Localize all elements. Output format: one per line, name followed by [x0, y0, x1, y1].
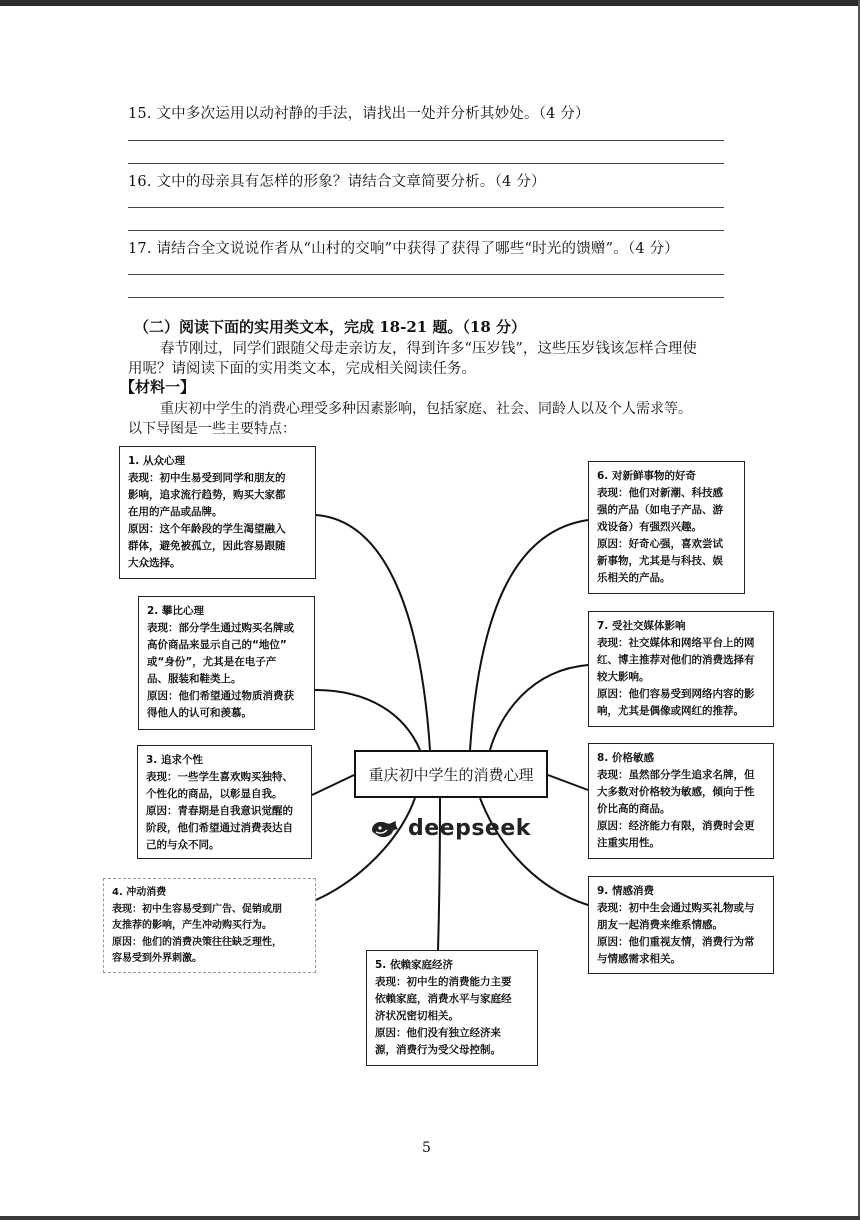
deepseek-logo: [370, 816, 531, 841]
box-line: 响，尤其是偶像或网红的推荐。: [597, 705, 744, 717]
box-line: 原因：青春期是自我意识觉醒的: [146, 805, 293, 817]
box-line: 大多数对价格较为敏感，倾向于性: [597, 786, 755, 798]
box-line: 品、服装和鞋类上。: [147, 673, 242, 685]
box-line: 阶段，他们希望通过消费表达自: [146, 822, 293, 834]
material-line2: 以下导图是一些主要特点：: [128, 421, 296, 437]
box-title: 5. 依赖家庭经济: [375, 959, 453, 971]
box-line: 较大影响。: [597, 671, 650, 683]
mindmap-box-7: [588, 611, 774, 727]
box-line: 济状况密切相关。: [375, 1010, 459, 1022]
box-line: 原因：他们重视友情，消费行为常: [597, 936, 755, 948]
box-line: 强的产品（如电子产品、游: [597, 504, 723, 516]
box-line: 表现：他们对新潮、科技感: [597, 487, 723, 499]
box-line: 容易受到外界刺激。: [112, 953, 202, 964]
box-line: 群体，避免被孤立，因此容易跟随: [128, 540, 286, 552]
box-title: 7. 受社交媒体影响: [597, 620, 686, 632]
box-title: 4. 冲动消费: [112, 887, 167, 898]
box-line: 戏设备）有强烈兴趣。: [597, 521, 702, 533]
box-line: 价比高的商品。: [597, 803, 671, 815]
material-label: 【材料一】: [120, 378, 196, 396]
page-number: 5: [422, 1140, 431, 1156]
mindmap-box-3: [137, 745, 312, 859]
box-line: 红、博主推荐对他们的消费选择有: [597, 654, 755, 666]
box-line: 原因：这个年龄段的学生渴望融入: [128, 523, 286, 535]
intro-paragraph-line1: 春节刚过，同学们跟随父母走亲访友，得到许多“压岁钱”，这些压岁钱该怎样合理使: [160, 341, 697, 357]
box-line: 依赖家庭，消费水平与家庭经: [375, 993, 512, 1005]
box-line: 表现：一些学生喜欢购买独特、: [146, 771, 293, 783]
question-16: 16. 文中的母亲具有怎样的形象？请结合文章简要分析。（4 分）: [128, 174, 546, 190]
box-title: 9. 情感消费: [597, 885, 654, 897]
material-line1: 重庆初中学生的消费心理受多种因素影响，包括家庭、社会、同龄人以及个人需求等。: [160, 401, 692, 417]
mindmap-box-1: [119, 446, 316, 579]
box-line: 影响，追求流行趋势，购买大家都: [128, 489, 286, 501]
box-line: 高价商品来显示自己的“地位”: [147, 639, 287, 651]
box-line: 表现：部分学生通过购买名牌或: [147, 622, 294, 634]
box-line: 原因：他们容易受到网络内容的影: [597, 688, 755, 700]
box-line: 表现：社交媒体和网络平台上的网: [597, 637, 755, 649]
box-title: 8. 价格敏感: [597, 752, 654, 764]
box-line: 在用的产品或品牌。: [128, 506, 223, 518]
mindmap-center-node: [354, 750, 548, 798]
box-line: 表现：初中生会通过购买礼物或与: [597, 902, 755, 914]
box-line: 表现：初中生易受到同学和朋友的: [128, 472, 286, 484]
box-title: 3. 追求个性: [146, 754, 203, 766]
box-line: 表现：初中生的消费能力主要: [375, 976, 512, 988]
mindmap-box-6: [588, 461, 745, 594]
whale-icon: [370, 818, 400, 840]
box-title: 1. 从众心理: [128, 455, 185, 467]
mindmap-box-4: [103, 878, 316, 973]
box-line: 乐相关的产品。: [597, 572, 671, 584]
box-line: 源，消费行为受父母控制。: [375, 1044, 501, 1056]
mindmap-box-8: [588, 743, 774, 859]
box-line: 得他人的认可和羡慕。: [147, 707, 252, 719]
box-line: 原因：经济能力有限，消费时会更: [597, 820, 755, 832]
box-line: 大众选择。: [128, 557, 181, 569]
box-line: 注重实用性。: [597, 837, 660, 849]
box-line: 己的与众不同。: [146, 839, 220, 851]
box-line: 与情感需求相关。: [597, 953, 681, 965]
logo-text: deepseek: [408, 816, 531, 841]
mindmap-box-5: [366, 950, 538, 1066]
box-line: 友推荐的影响，产生冲动购买行为。: [112, 920, 272, 931]
box-line: 朋友一起消费来维系情感。: [597, 919, 723, 931]
question-15: 15. 文中多次运用以动衬静的手法，请找出一处并分析其妙处。（4 分）: [128, 106, 590, 122]
box-line: 表现：虽然部分学生追求名牌，但: [597, 769, 755, 781]
mindmap-box-2: [138, 596, 315, 730]
intro-paragraph-line2: 用呢？请阅读下面的实用类文本，完成相关阅读任务。: [128, 361, 476, 377]
center-node-label: 重庆初中学生的消费心理: [368, 765, 534, 784]
box-line: 表现：初中生容易受到广告、促销或朋: [112, 903, 282, 915]
box-line: 原因：他们希望通过物质消费获: [147, 690, 294, 702]
box-line: 个性化的商品，以彰显自我。: [146, 788, 283, 800]
section-title: （二）阅读下面的实用类文本，完成 18-21 题。（18 分）: [134, 318, 527, 336]
box-line: 原因：他们的消费决策往往缺乏理性，: [112, 936, 282, 948]
question-17: 17. 请结合全文说说作者从“山村的交响”中获得了获得了哪些“时光的馈赠”。（4 分）: [128, 241, 680, 257]
box-line: 原因：好奇心强，喜欢尝试: [597, 538, 723, 550]
box-line: 新事物，尤其是与科技、娱: [597, 555, 723, 567]
box-title: 2. 攀比心理: [147, 605, 204, 617]
box-line: 或“身份”，尤其是在电子产: [147, 656, 277, 668]
box-line: 原因：他们没有独立经济来: [375, 1027, 501, 1039]
mindmap-box-9: [588, 876, 774, 974]
box-title: 6. 对新鲜事物的好奇: [597, 470, 696, 482]
